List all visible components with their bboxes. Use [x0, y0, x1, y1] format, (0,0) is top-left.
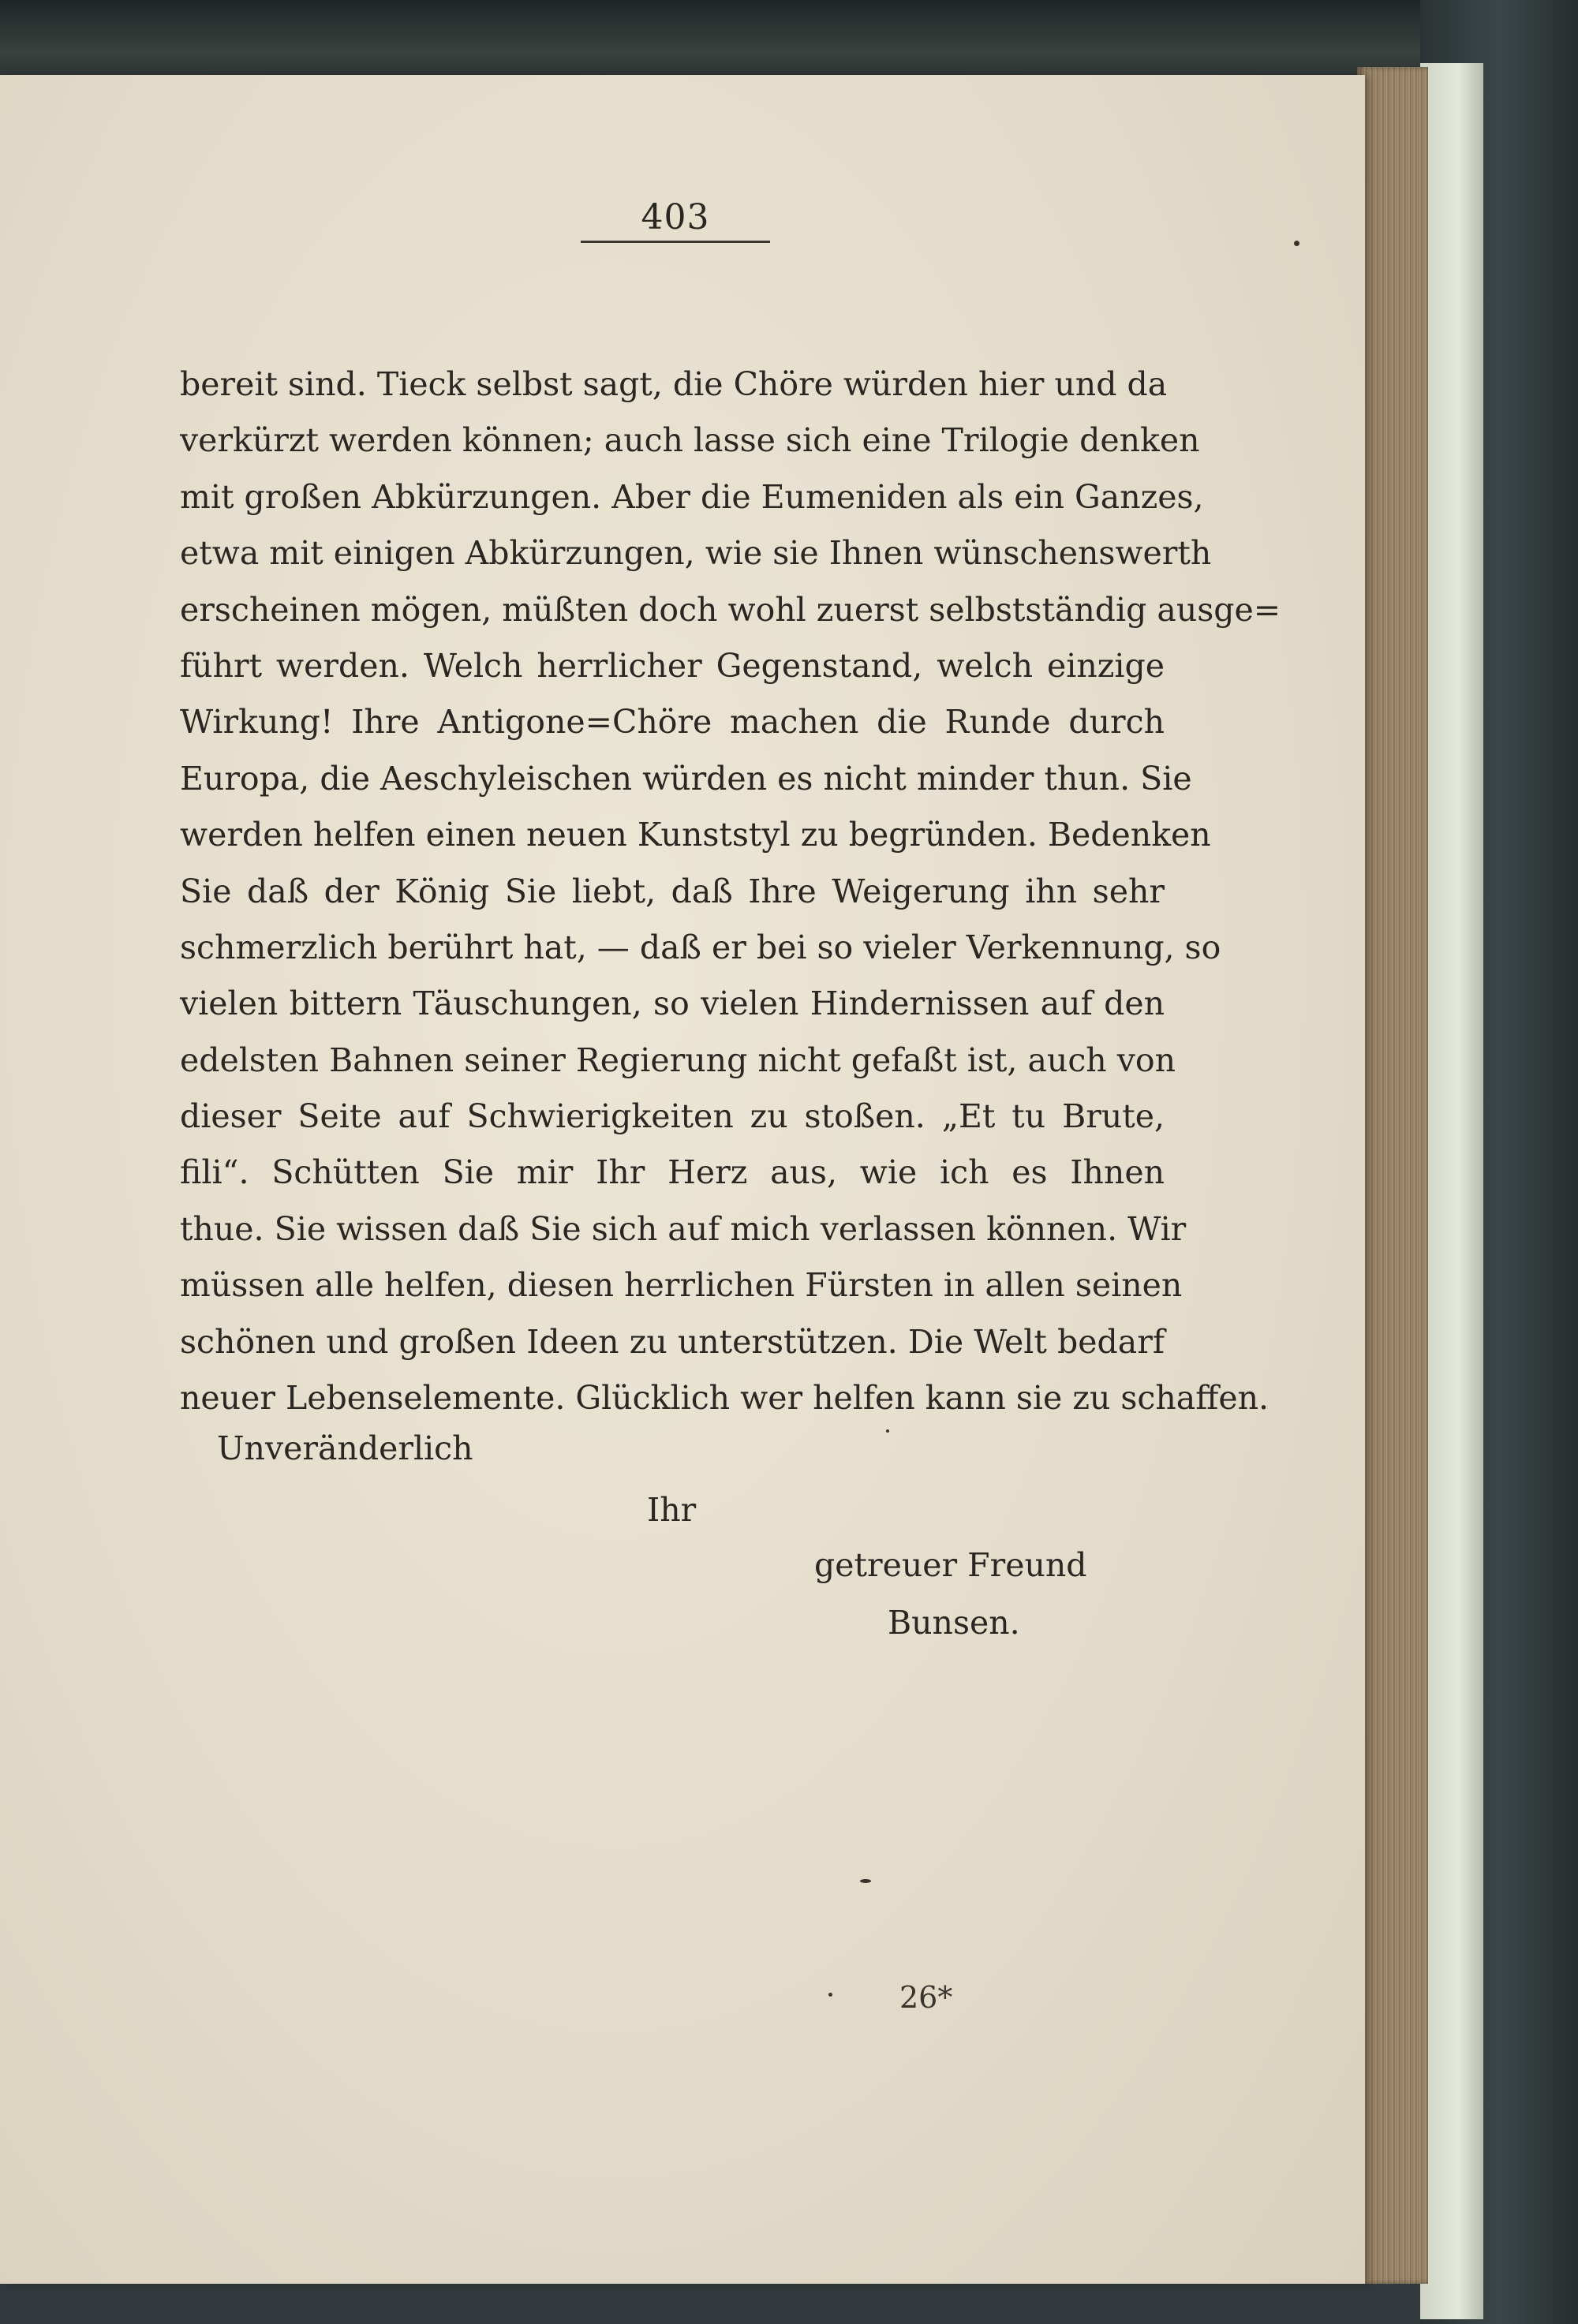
closing-pronoun: Ihr	[647, 1491, 697, 1529]
header-rule	[581, 241, 770, 243]
text-line: etwa mit einigen Abkürzungen, wie sie Ihnen wünschenswerth	[180, 534, 1212, 573]
printer-signature-mark: 26*	[899, 1980, 953, 2015]
text-line: Europa, die Aeschyleischen würden es nicht minder thun. Sie	[180, 759, 1192, 798]
text-line: müssen alle helfen, diesen herrlichen Fürsten in allen seinen	[180, 1266, 1183, 1305]
page-speck	[860, 1879, 871, 1883]
valediction: Unveränderlich	[217, 1429, 473, 1467]
text-line: bereit sind. Tieck selbst sagt, die Chöre würden hier und da	[180, 365, 1168, 403]
page-speck	[886, 1429, 889, 1433]
page-speck	[828, 1993, 832, 1997]
letter-body	[180, 357, 1281, 1426]
text-line: Sie daß der König Sie liebt, daß Ihre Weigerung ihn sehr	[180, 872, 1165, 910]
text-line: neuer Lebenselemente. Glücklich wer helfen kann sie zu schaffen.	[180, 1379, 1270, 1418]
signature-name: Bunsen.	[888, 1604, 1020, 1642]
text-line: schönen und großen Ideen zu unterstützen. Die Welt bedarf	[180, 1322, 1165, 1361]
book-cover-top-edge	[0, 0, 1578, 87]
page-number: 403	[641, 197, 710, 237]
text-line: dieser Seite auf Schwierigkeiten zu stoßen. „Et tu Brute,	[180, 1097, 1165, 1136]
text-line: verkürzt werden können; auch lasse sich eine Trilogie denken	[180, 421, 1200, 460]
text-line: Wirkung! Ihre Antigone=Chöre machen die Runde durch	[180, 703, 1165, 742]
endpaper-strip	[1420, 63, 1483, 2319]
text-line: thue. Sie wissen daß Sie sich auf mich verlassen können. Wir	[180, 1209, 1187, 1248]
page-speck	[1294, 241, 1299, 246]
text-line: erscheinen mögen, müßten doch wohl zuerst selbstständig ausge=	[180, 590, 1281, 629]
text-line: mit großen Abkürzungen. Aber die Eumeniden als ein Ganzes,	[180, 477, 1204, 516]
text-line: schmerzlich berührt hat, — daß er bei so vieler Verkennung, so	[180, 928, 1221, 966]
closing-descriptor: getreuer Freund	[814, 1546, 1087, 1584]
text-line: edelsten Bahnen seiner Regierung nicht gefaßt ist, auch von	[180, 1041, 1176, 1079]
text-line: fili“. Schütten Sie mir Ihr Herz aus, wie ich es Ihnen	[180, 1153, 1165, 1192]
text-line: werden helfen einen neuen Kunststyl zu begründen. Bedenken	[180, 816, 1211, 854]
text-line: führt werden. Welch herrlicher Gegenstand, welch einzige	[180, 646, 1165, 685]
page-header	[581, 197, 770, 243]
page-block-edges	[1357, 67, 1428, 2284]
text-line: vielen bittern Täuschungen, so vielen Hindernissen auf den	[180, 985, 1165, 1023]
